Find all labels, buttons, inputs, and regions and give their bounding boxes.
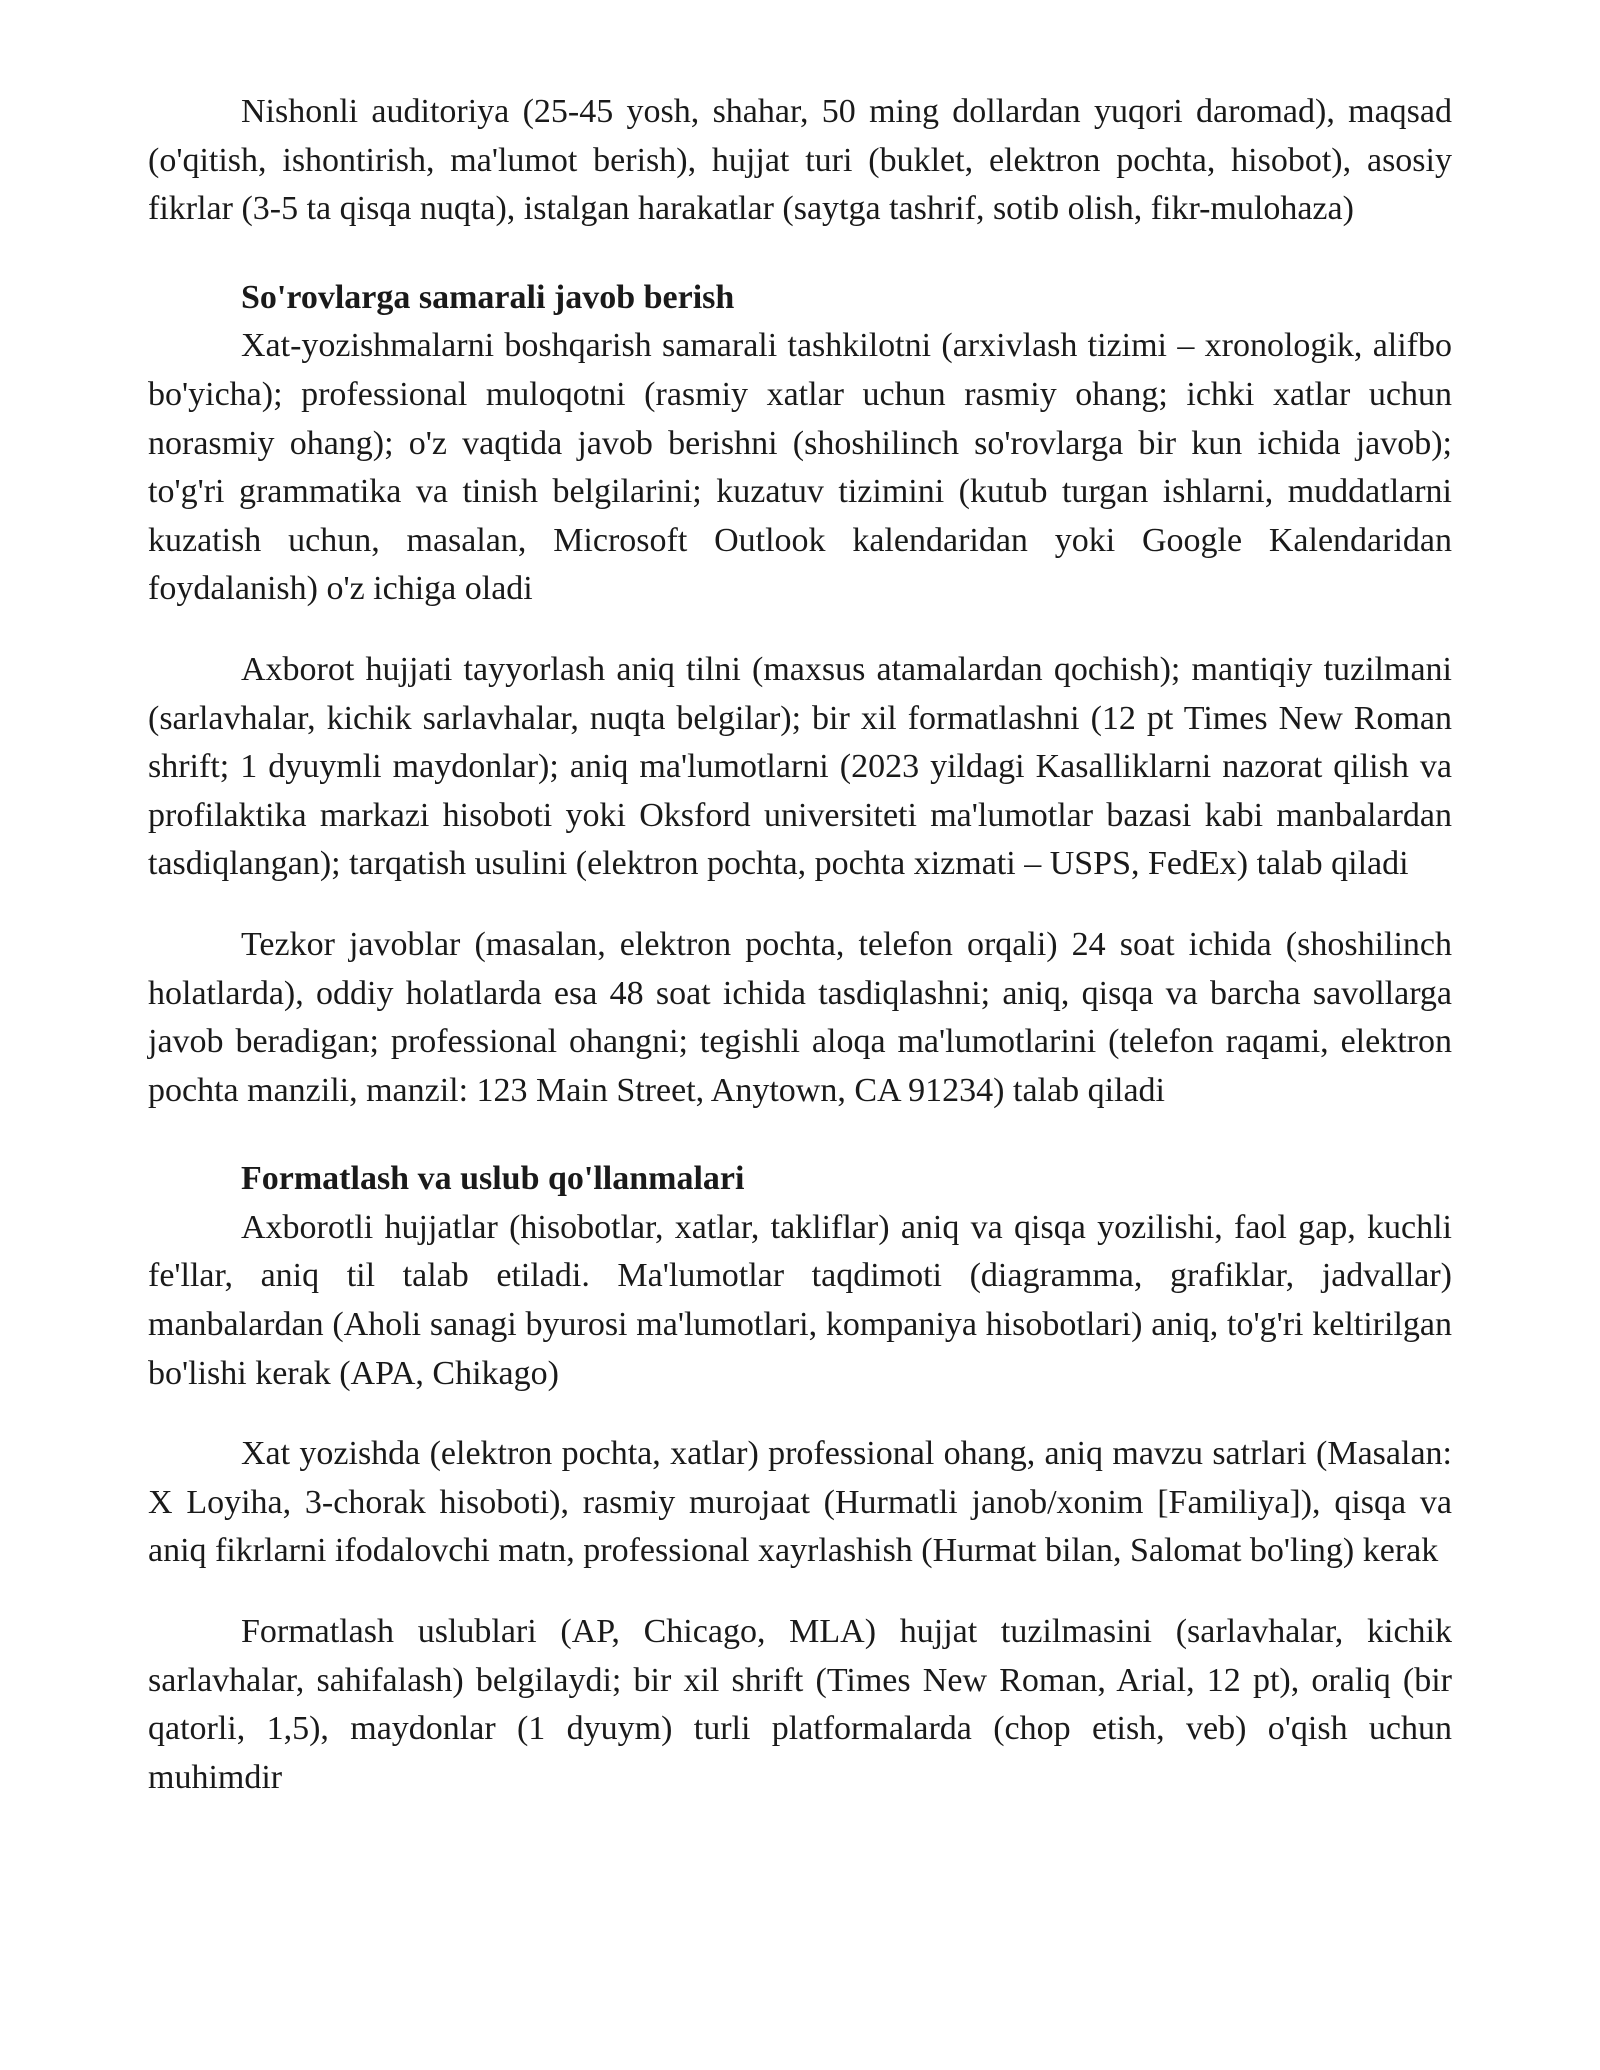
paragraph-info-document: Axborot hujjati tayyorlash aniq tilni (maxsus atamalardan qochish); mantiqiy tuzilmani (sarlavhalar, kichik sarlavhalar, nuqta belgilar); bir xil formatlashni (12 pt Times New Roman shrift; 1 dyuymli maydonlar); aniq ma'lumotlarni (2023 yildagi Kasalliklarni nazorat qilish va profilaktika markazi hisoboti yoki Oksford universiteti ma'lumotlar bazasi kabi manbalardan tasdiqlangan); tarqatish usulini (elektron pochta, pochta xizmati – USPS, FedEx) talab qiladi: [148, 650, 1452, 883]
paragraph-informative-docs: Axborotli hujjatlar (hisobotlar, xatlar, takliflar) aniq va qisqa yozilishi, faol gap, kuchli fe'llar, aniq til talab etiladi. Ma'lumotlar taqdimoti (diagramma, grafiklar, jadvallar) manbalardan (Aholi sanagi byurosi ma'lumotlari, kompaniya hisobotlari) aniq, to'g'ri keltirilgan bo'lishi kerak (APA, Chikago): [148, 1208, 1452, 1392]
heading-formatting: Formatlash va uslub qo'llanmalari: [241, 1160, 745, 1198]
spacer: [148, 234, 1452, 274]
paragraph-correspondence: Xat-yozishmalarni boshqarish samarali tashkilotni (arxivlash tizimi – xronologik, alifbo bo'yicha); professional muloqotni (rasmiy xatlar uchun rasmiy ohang; ichki xatlar uchun norasmiy ohang); o'z vaqtida javob berishni (shoshilinch so'rovlarga bir kun ichida javob); to'g'ri grammatika va tinish belgilarini; kuzatuv tizimini (kutub turgan ishlarni, muddatlarni kuzatish uchun, masalan, Microsoft Outlook kalendaridan yoki Google Kalendaridan foydalanish) o'z ichiga oladi: [148, 327, 1452, 608]
paragraph-format-styles: Formatlash uslublari (AP, Chicago, MLA) hujjat tuzilmasini (sarlavhalar, kichik sarlavhalar, sahifalash) belgilaydi; bir xil shrift (Times New Roman, Arial, 12 pt), oraliq (bir qatorli, 1,5), maydonlar (1 dyuym) turli platformalarda (chop etish, veb) o'qish uchun muhimdir: [148, 1613, 1452, 1796]
spacer: [148, 614, 1452, 646]
paragraph-letter-writing: Xat yozishda (elektron pochta, xatlar) professional ohang, aniq mavzu satrlari (Masalan: X Loyiha, 3-chorak hisoboti), rasmiy murojaat (Hurmatli janob/xonim [Familiya]), qisqa va aniq fikrlarni ifodalovchi matn, professional xayrlashish (Hurmat bilan, Salomat bo'ling) kerak: [148, 1435, 1452, 1570]
paragraph-audience: Nishonli auditoriya (25-45 yosh, shahar, 50 ming dollardan yuqori daromad), maqsad (o'qitish, ishontirish, ma'lumot berish), hujjat turi (buklet, elektron pochta, hisobot), asosiy fikrlar (3-5 ta qisqa nuqta), istalgan harakatlar (saytga tashrif, sotib olish, fikr-mulohaza): [148, 93, 1452, 228]
spacer: [148, 1576, 1452, 1608]
spacer: [148, 1115, 1452, 1155]
spacer: [148, 1398, 1452, 1430]
spacer: [148, 889, 1452, 921]
heading-inquiries: So'rovlarga samarali javob berish: [241, 278, 735, 316]
paragraph-quick-responses: Tezkor javoblar (masalan, elektron pochta, telefon orqali) 24 soat ichida (shoshilinch holatlarda), oddiy holatlarda esa 48 soat ichida tasdiqlashni; aniq, qisqa va barcha savollarga javob beradigan; professional ohangni; tegishli aloqa ma'lumotlarini (telefon raqami, elektron pochta manzili, manzil: 123 Main Street, Anytown, CA 91234) talab qiladi: [148, 925, 1452, 1109]
